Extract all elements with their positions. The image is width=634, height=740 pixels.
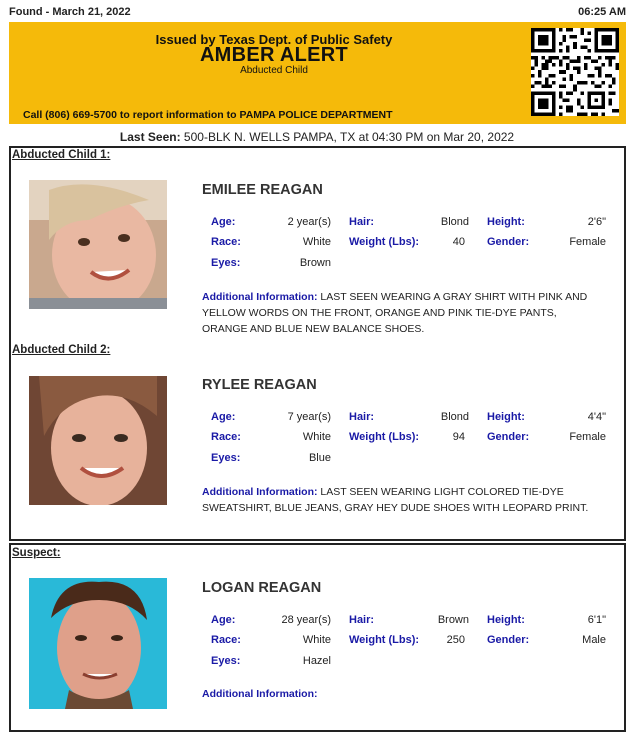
child-1-gender-label: Gender:: [487, 236, 530, 248]
last-seen-line: [0, 130, 634, 144]
child-2-gender-label: Gender:: [487, 431, 530, 443]
child-2-weight-label: Weight (Lbs):: [349, 431, 420, 443]
suspect-gender: Male: [582, 634, 606, 646]
suspect-name: LOGAN REAGAN: [202, 580, 322, 596]
section-label-child-2: Abducted Child 2:: [12, 344, 111, 356]
suspect-race-label: Race:: [211, 634, 241, 646]
child-1-eyes: Brown: [299, 257, 331, 269]
child-2-name: RYLEE REAGAN: [202, 377, 317, 393]
suspect-additional-info: [202, 686, 602, 702]
found-time: 06:25 AM: [578, 6, 626, 18]
alert-title: AMBER ALERT: [199, 44, 349, 66]
child-2-weight: 94: [452, 431, 465, 443]
child-1-additional-text: LAST SEEN WEARING A GRAY SHIRT WITH PINK AND YELLOW WORDS ON THE FRONT, ORANGE AND PINK TIE-DYE PANTS, ORANGE AND BLUE NEW BALANCE SHOES.: [202, 291, 588, 335]
child-1-additional-info: [202, 289, 602, 337]
qr-code-icon[interactable]: [531, 28, 619, 116]
suspect-weight: 250: [446, 634, 465, 646]
child-1-height-label: Height:: [487, 216, 525, 228]
child-2-eyes-label: Eyes:: [211, 452, 241, 464]
child-2-additional-info: [202, 484, 602, 516]
child-2-hair-label: Hair:: [349, 411, 375, 423]
suspect-age-label: Age:: [211, 614, 236, 626]
child-2-height: 4'4": [587, 411, 606, 423]
child-1-hair-label: Hair:: [349, 216, 375, 228]
child-1-age: 2 year(s): [287, 216, 331, 228]
child-2-gender: Female: [569, 431, 606, 443]
suspect-height-label: Height:: [487, 614, 525, 626]
suspect-height: 6'1": [587, 614, 606, 626]
suspect-hair-label: Hair:: [349, 614, 375, 626]
child-1-name: EMILEE REAGAN: [202, 182, 323, 198]
child-1-race: White: [302, 236, 331, 248]
child-1-height: 2'6": [587, 216, 606, 228]
report-call: Call (806) 669-5700 to report information to PAMPA POLICE DEPARTMENT: [23, 109, 393, 121]
child-2-race: White: [302, 431, 331, 443]
suspect-photo: [29, 578, 167, 709]
issued-by: Issued by Texas Dept. of Public Safety: [155, 32, 393, 47]
child-1-weight-label: Weight (Lbs):: [349, 236, 420, 248]
child-2-race-label: Race:: [211, 431, 241, 443]
child-2-height-label: Height:: [487, 411, 525, 423]
section-label-suspect: Suspect:: [12, 547, 61, 559]
child-2-additional-text: LAST SEEN WEARING LIGHT COLORED TIE-DYE SWEATSHIRT, BLUE JEANS, GRAY HEY DUDE SHOES WITH LEOPARD PRINT.: [202, 486, 589, 514]
child-1-weight: 40: [452, 236, 465, 248]
top-bar: [9, 6, 626, 20]
child-1-eyes-label: Eyes:: [211, 257, 241, 269]
section-label-child-1: Abducted Child 1:: [12, 149, 111, 161]
suspect-eyes-label: Eyes:: [211, 655, 241, 667]
child-1-gender: Female: [569, 236, 606, 248]
suspect-race: White: [302, 634, 331, 646]
suspect-eyes: Hazel: [302, 655, 331, 667]
child-2-hair: Blond: [440, 411, 469, 423]
child-2-eyes: Blue: [308, 452, 331, 464]
child-2-photo: [29, 376, 167, 505]
suspect-additional-label: Additional Information:: [202, 688, 318, 700]
child-1-additional-label: Additional Information:: [202, 291, 318, 303]
last-seen-value: 500-BLK N. WELLS PAMPA, TX at 04:30 PM on Mar 20, 2022: [183, 130, 515, 144]
child-1-hair: Blond: [440, 216, 469, 228]
child-1-race-label: Race:: [211, 236, 241, 248]
suspect-age: 28 year(s): [281, 614, 331, 626]
alert-subtitle: Abducted Child: [240, 65, 308, 76]
child-2-additional-label: Additional Information:: [202, 486, 318, 498]
child-1-photo: [29, 180, 167, 309]
amber-banner: [9, 22, 626, 124]
suspect-gender-label: Gender:: [487, 634, 530, 646]
suspect-weight-label: Weight (Lbs):: [349, 634, 420, 646]
found-date: Found - March 21, 2022: [9, 6, 131, 18]
suspect-hair: Brown: [437, 614, 469, 626]
child-1-age-label: Age:: [211, 216, 236, 228]
last-seen-label: Last Seen:: [119, 130, 181, 144]
child-2-age: 7 year(s): [287, 411, 331, 423]
child-2-age-label: Age:: [211, 411, 236, 423]
